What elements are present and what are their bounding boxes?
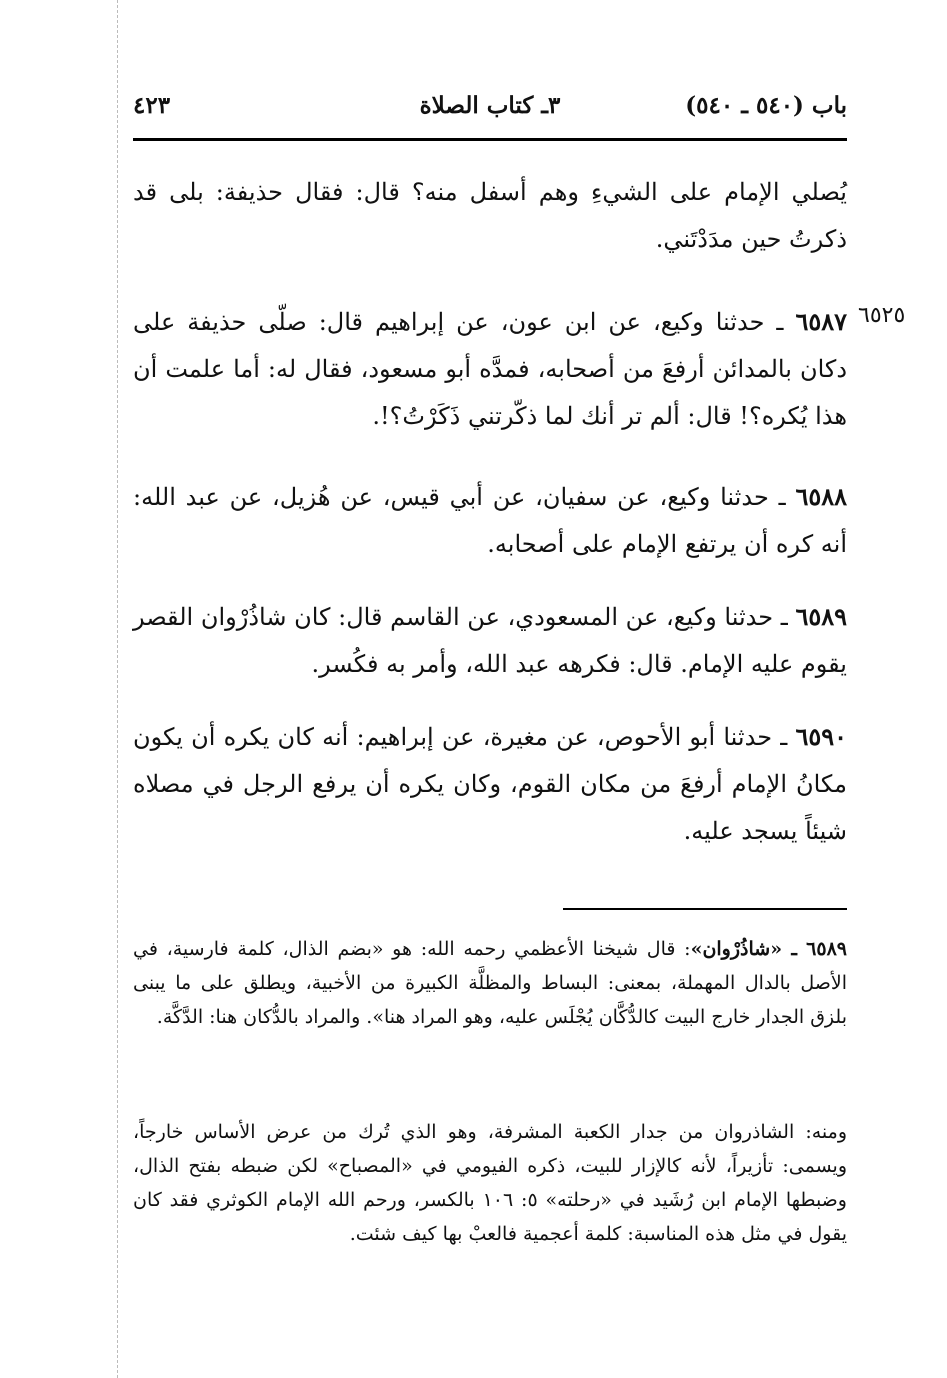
hadith-text: يُصلي الإمام على الشيءِ وهم أسفل منه؟ قال: فقال حذيفة: بلى قد ذكرتُ حين مدَدْتَني. (133, 178, 847, 253)
hadith-text: ـ حدثنا وكيع، عن المسعودي، عن القاسم قال: كان شاذُرْوان القصر يقوم عليه الإمام. قال: فكرهه عبد الله، وأمر به فكُسر. (133, 603, 847, 678)
book-title: ٣ـ كتاب الصلاة (419, 92, 561, 119)
footnote-6589 (133, 932, 847, 1034)
footnote-lead: ـ «شاذُرْوان» (690, 938, 807, 960)
footnote-text: ومنه: الشاذروان من جدار الكعبة المشرفة، وهو الذي تُرك من عرض الأساس خارجاً، ويسمى: تأزيراً، لأنه كالإزار للبيت، ذكره الفيومي في «المصباح» لكن ضبطه بفتح الذال، وضبطها الإمام ابن رُشَيد في «رحلته» ٥: ١٠٦ بالكسر، ورحم الله الإمام الكوثري فقد كان يقول في مثل هذه المناسبة: كلمة أعجمية فالعبْ بها كيف شئت. (133, 1121, 847, 1245)
footnote-number: ٦٥٨٩ (806, 938, 847, 960)
page-edge-guide (117, 0, 118, 1378)
hadith-number: ٦٥٨٩ (795, 602, 847, 631)
running-header (133, 88, 847, 128)
hadith-number: ٦٥٨٧ (795, 307, 847, 336)
chapter-range: باب (٥٤٠ ـ ٥٤٠) (685, 92, 847, 119)
hadith-6589 (133, 593, 847, 688)
paragraph-continuation (133, 168, 847, 263)
footnote-continuation (133, 1115, 847, 1251)
footnote-text: : قال شيخنا الأعظمي رحمه الله: هو «بضم الذال، كلمة فارسية، في الأصل بالدال المهملة، بمعنى: البساط والمظلَّة الكبيرة من الأخبية، ويطلق على ما يبنى بلزق الجدار خارج البيت كالدُّكَّان يُجْلَس عليه، وهو المراد هنا». والمراد بالدُّكان هنا: الدَّكَّة. (133, 938, 847, 1028)
hadith-text: ـ حدثنا وكيع، عن سفيان، عن أبي قيس، عن هُزيل، عن عبد الله: أنه كره أن يرتفع الإمام على أصحابه. (133, 483, 847, 558)
hadith-6587 (133, 298, 847, 440)
hadith-6588 (133, 473, 847, 568)
hadith-text: ـ حدثنا أبو الأحوص، عن مغيرة، عن إبراهيم: أنه كان يكره أن يكون مكانُ الإمام أرفعَ من مكان القوم، وكان يكره أن يرفع الرجل في مصلاه شيئاً يسجد عليه. (133, 723, 847, 845)
hadith-number: ٦٥٨٨ (795, 482, 847, 511)
margin-number: ٦٥٢٥ (858, 303, 906, 328)
footnote-rule (563, 908, 847, 910)
hadith-text: ـ حدثنا وكيع، عن ابن عون، عن إبراهيم قال: صلّى حذيفة على دكان بالمدائن أرفعَ من أصحابه، فمدَّه أبو مسعود، فقال له: أما علمت أن هذا يُكره؟! قال: ألم تر أنك لما ذكّرتني ذَكَرْتُ؟!. (133, 308, 847, 430)
page-number: ٤٢٣ (133, 92, 171, 119)
header-rule (133, 138, 847, 141)
hadith-6590 (133, 713, 847, 855)
hadith-number: ٦٥٩٠ (795, 722, 847, 751)
